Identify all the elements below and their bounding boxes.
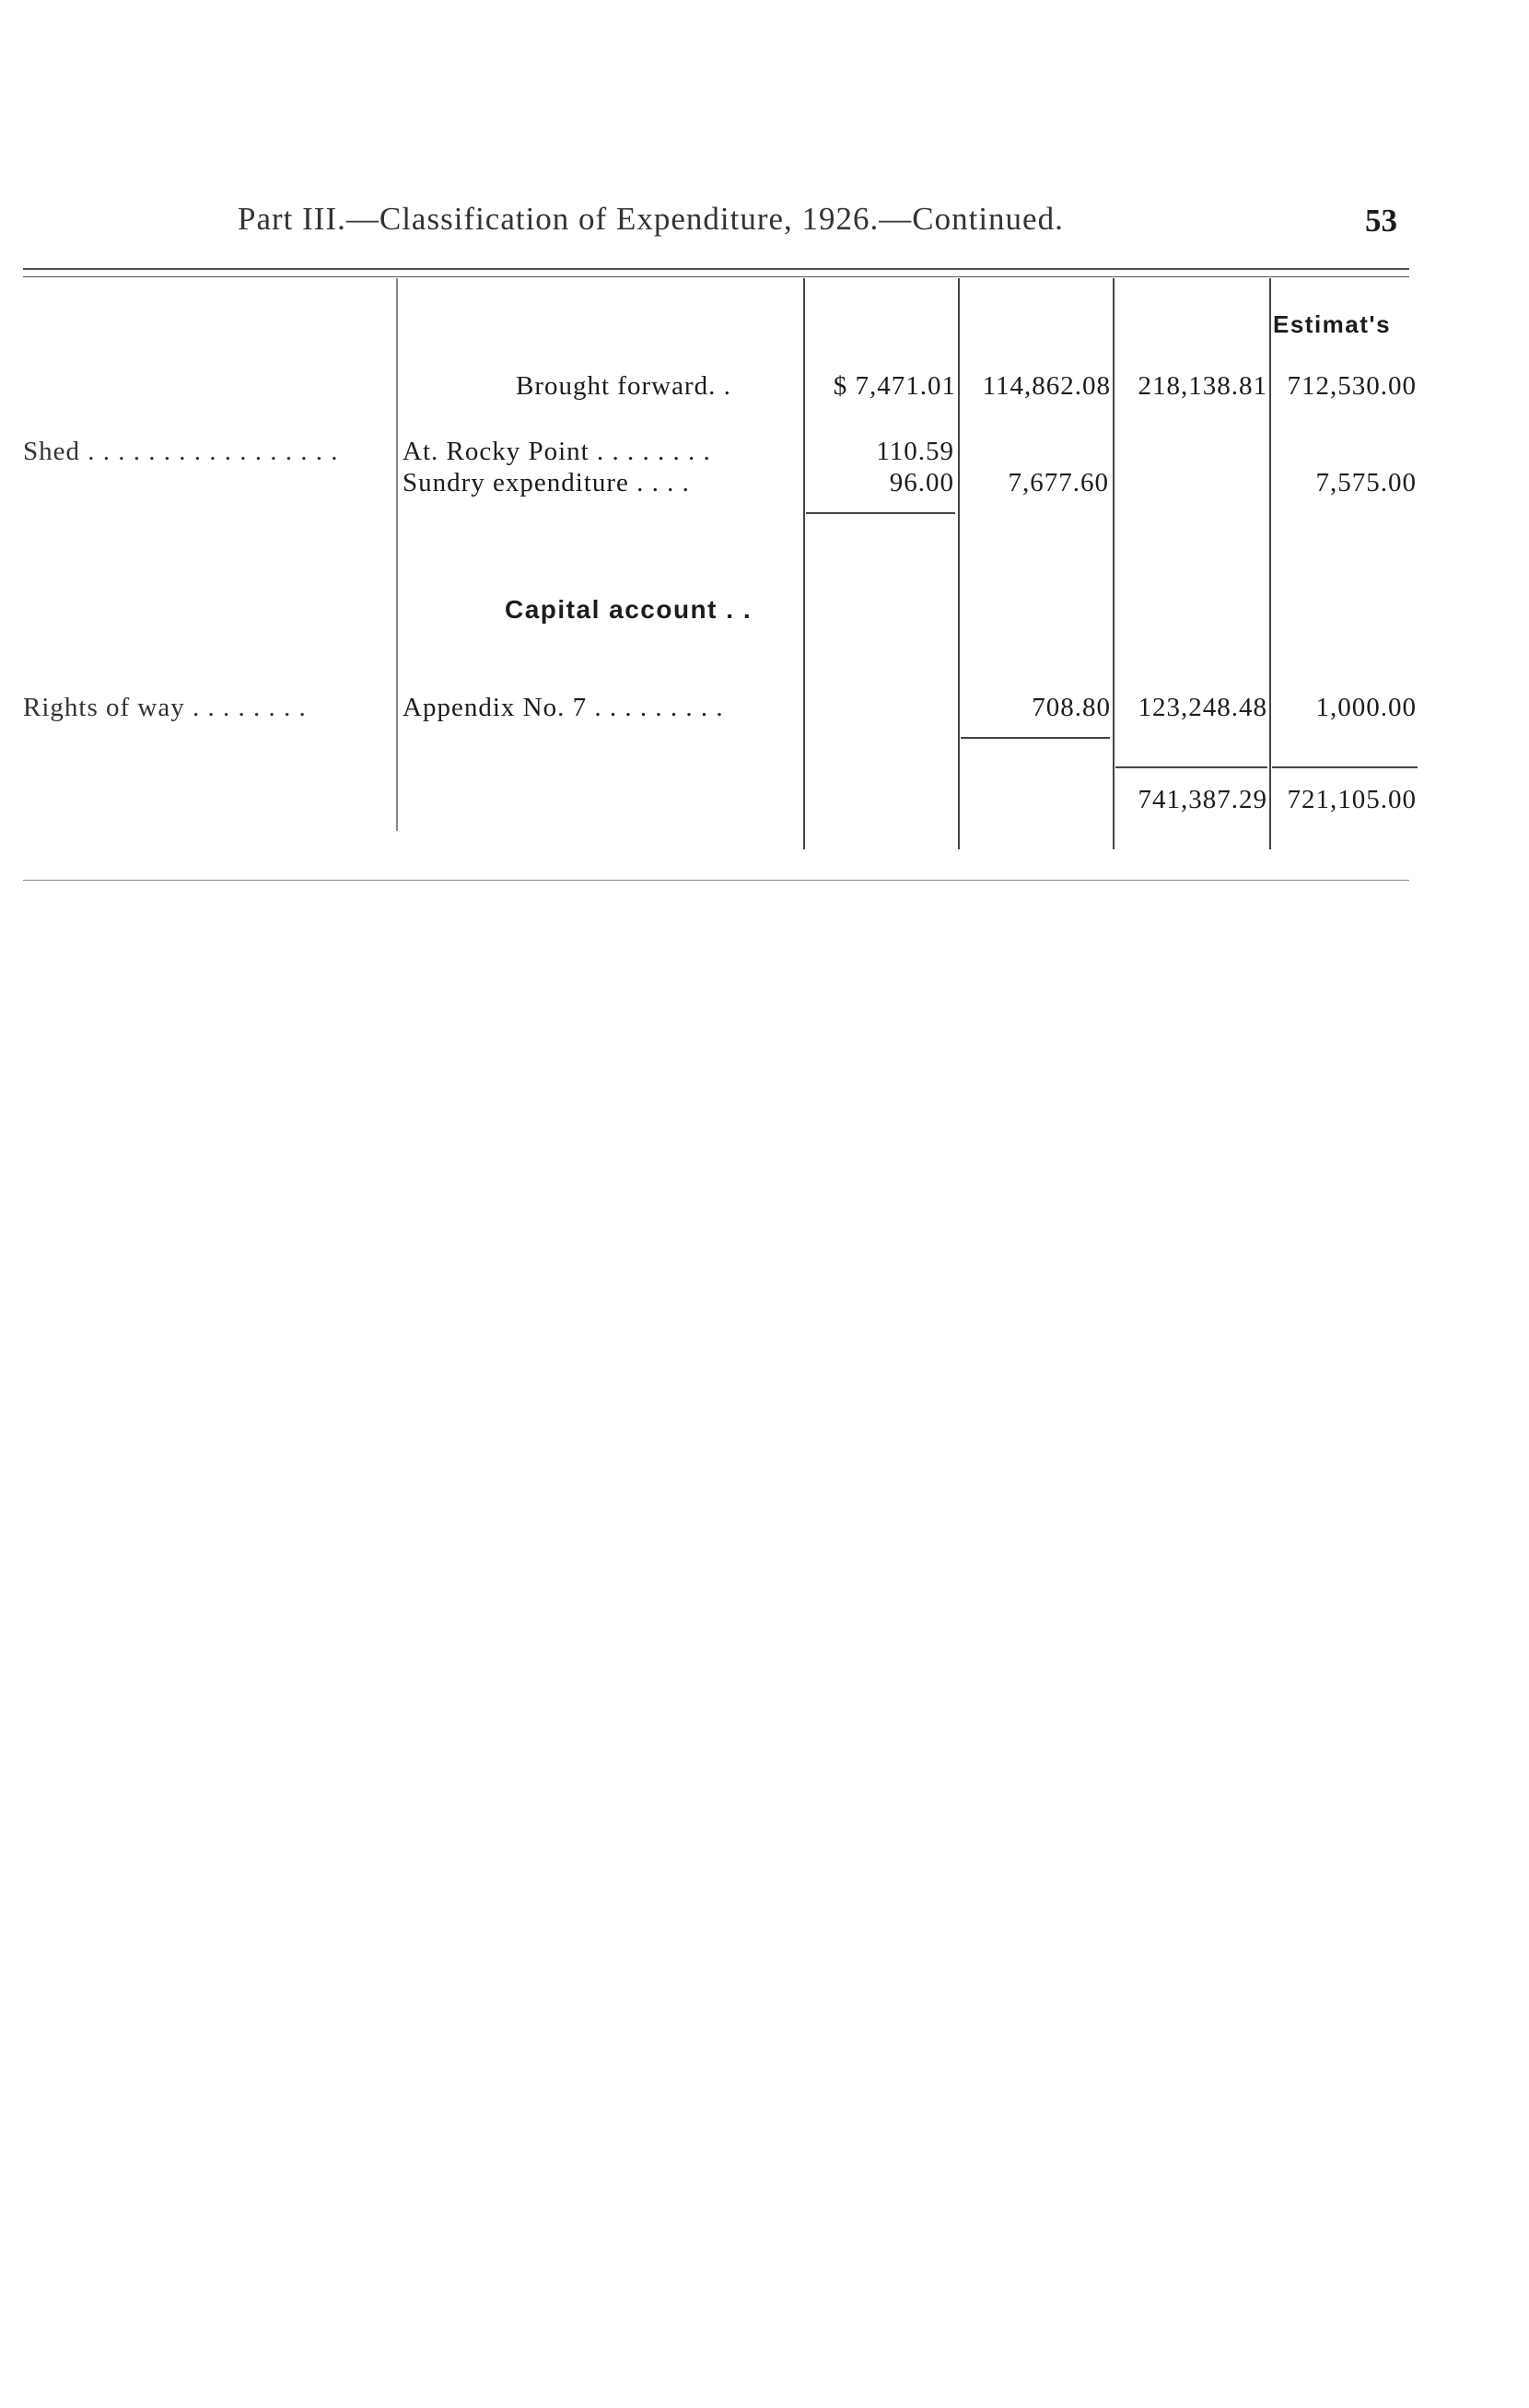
brought-forward-label: Brought forward. . (516, 371, 731, 401)
subtotal-line-col1 (806, 512, 955, 514)
column-divider-4 (1269, 278, 1271, 849)
sundry-expenditure-col1: 96.00 (889, 468, 954, 497)
appendix-no-7-label: Appendix No. 7 . . . . . . . . . (403, 693, 724, 722)
estimate-heading: Estimat's (1273, 310, 1392, 338)
subtotal-line-col2 (961, 737, 1110, 739)
total-col3: 741,387.29 (1138, 785, 1267, 814)
sundry-expenditure-col4: 7,575.00 (1315, 468, 1417, 497)
column-divider-2 (958, 278, 960, 849)
sundry-expenditure-label: Sundry expenditure . . . . (403, 468, 690, 497)
sundry-expenditure-col2: 7,677.60 (1008, 468, 1109, 497)
top-rule (23, 268, 1409, 270)
page-title: Part III.—Classification of Expenditure, 1926.—Continued. (238, 201, 1064, 237)
capital-account-heading: Capital account . . (505, 595, 753, 624)
total-col4: 721,105.00 (1287, 785, 1417, 814)
total-line-col4 (1272, 766, 1418, 768)
brought-forward-col3: 218,138.81 (1138, 371, 1267, 401)
column-divider-3 (1113, 278, 1115, 849)
rights-of-way-col3: 123,248.48 (1138, 693, 1267, 722)
rocky-point-col1: 110.59 (876, 437, 954, 466)
shed-label: Shed . . . . . . . . . . . . . . . . . (23, 437, 339, 466)
column-divider-desc (396, 278, 398, 831)
top-rule-second (23, 276, 1409, 277)
brought-forward-col2: 114,862.08 (982, 371, 1111, 401)
column-divider-1 (803, 278, 805, 849)
rights-of-way-col4: 1,000.00 (1315, 693, 1417, 722)
rocky-point-label: At. Rocky Point . . . . . . . . (403, 437, 711, 466)
total-line-col3 (1115, 766, 1267, 768)
brought-forward-col4: 712,530.00 (1287, 371, 1417, 401)
page-number: 53 (1365, 203, 1397, 239)
bottom-rule (23, 880, 1409, 881)
rights-of-way-col2: 708.80 (1032, 693, 1111, 722)
brought-forward-col1: $ 7,471.01 (833, 371, 956, 401)
rights-of-way-label: Rights of way . . . . . . . . (23, 693, 307, 722)
